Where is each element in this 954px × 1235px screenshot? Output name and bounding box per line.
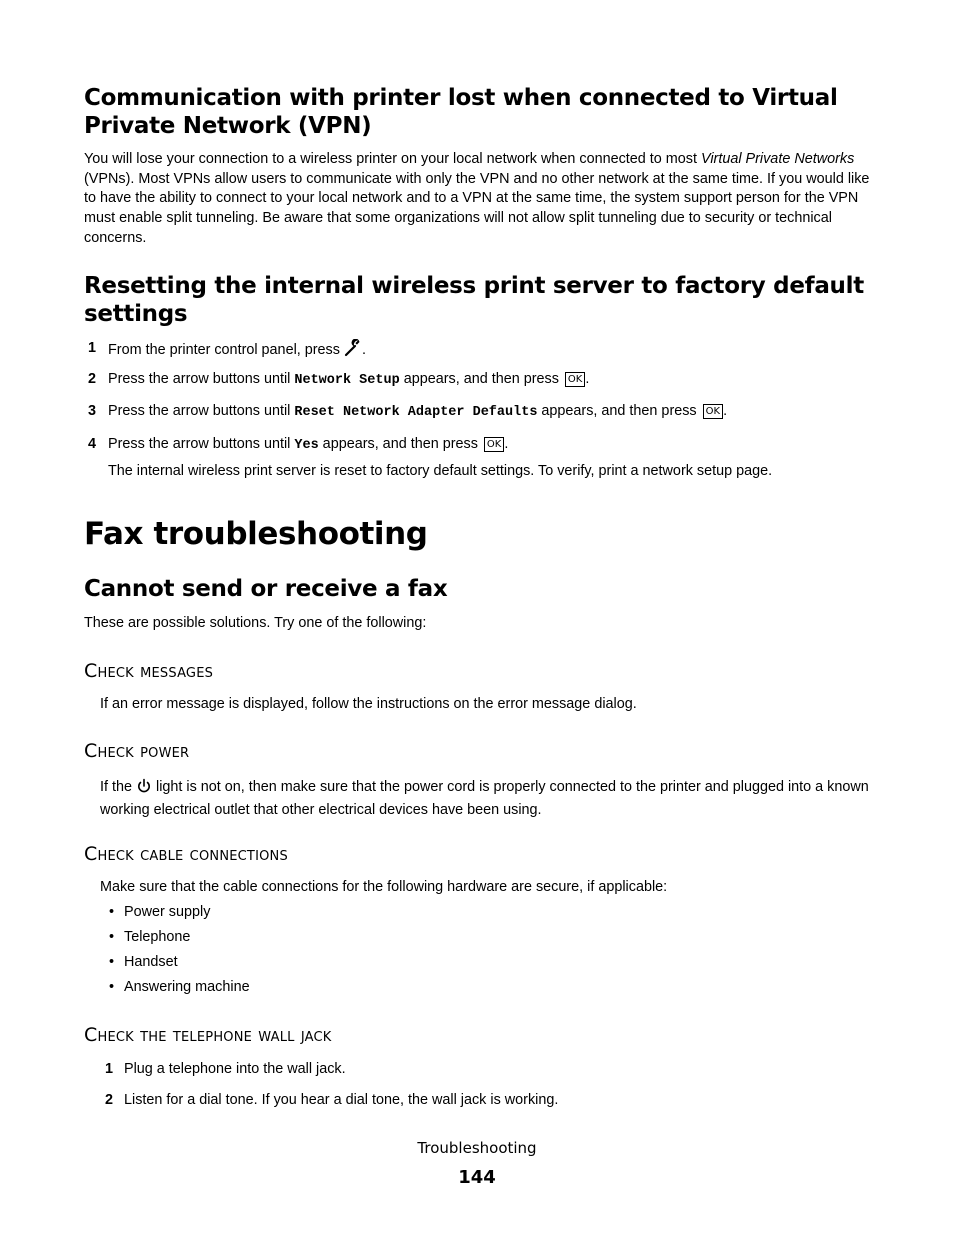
list-item: • Telephone	[109, 929, 191, 945]
step-text: Press the arrow buttons until	[108, 436, 295, 452]
step-number: 2	[105, 1092, 114, 1108]
menu-item-code: Network Setup	[294, 373, 400, 388]
list-item-text: Answering machine	[124, 979, 250, 995]
reset-result-text: The internal wireless print server is reset to factory default settings. To verify, print a network setup page.	[108, 463, 773, 479]
check-jack-heading: Check the telephone wall jack	[84, 1024, 332, 1046]
list-item-text: Power supply	[124, 904, 211, 920]
menu-item-code: Reset Network Adapter Defaults	[294, 405, 538, 420]
vpn-body-part1: You will lose your connection to a wireless printer on your local network when connected to most	[84, 151, 701, 167]
footer-section-label: Troubleshooting	[417, 1139, 537, 1157]
step-number: 1	[88, 340, 97, 356]
power-body-pre: If the	[100, 779, 136, 795]
step-text: Listen for a dial tone. If you hear a dial tone, the wall jack is working.	[124, 1092, 559, 1108]
step-period: .	[504, 436, 509, 452]
check-power-body	[100, 778, 875, 820]
check-messages-heading: Check messages	[84, 660, 214, 682]
reset-section-heading: Resetting the internal wireless print server to factory default settings	[84, 273, 864, 327]
step-number: 1	[105, 1061, 114, 1077]
ok-button-icon: OK	[565, 372, 585, 387]
step-text: Press the arrow buttons until	[108, 371, 295, 387]
vpn-section-body	[84, 150, 874, 249]
step-number: 4	[88, 436, 97, 452]
power-icon	[136, 778, 152, 801]
step-text: Plug a telephone into the wall jack.	[124, 1061, 346, 1077]
list-item: • Handset	[109, 954, 178, 970]
check-messages-body: If an error message is displayed, follow the instructions on the error message dialog.	[100, 696, 637, 712]
step-text: From the printer control panel, press	[108, 342, 344, 358]
ok-button-icon: OK	[703, 404, 723, 419]
check-cable-intro: Make sure that the cable connections for the following hardware are secure, if applicable:	[100, 879, 668, 895]
list-item-text: Telephone	[124, 929, 191, 945]
step-text-end: appears, and then press	[318, 436, 482, 452]
list-item: • Power supply	[109, 904, 211, 920]
ok-button-icon: OK	[484, 437, 504, 452]
chapter-title: Fax troubleshooting	[84, 516, 428, 552]
fax-section-heading: Cannot send or receive a fax	[84, 576, 448, 602]
check-cable-heading: Check cable connections	[84, 843, 288, 865]
hardware-list	[100, 900, 250, 1000]
step-text-end: appears, and then press	[537, 403, 701, 419]
menu-item-code: Yes	[294, 438, 319, 453]
step-text-end: .	[361, 342, 366, 358]
power-body-post: light is not on, then make sure that the power cord is properly connected to the printer and plugged into a known working electrical outlet that other electrical devices have been using.	[100, 779, 869, 818]
step-period: .	[585, 371, 590, 387]
fax-intro-text: These are possible solutions. Try one of the following:	[84, 615, 427, 631]
step-number: 3	[88, 403, 97, 419]
page-number: 144	[458, 1167, 496, 1188]
list-item-text: Handset	[124, 954, 178, 970]
list-item: • Answering machine	[109, 979, 250, 995]
wrench-icon	[344, 339, 362, 363]
vpn-body-part2: (VPNs). Most VPNs allow users to communicate with only the VPN and no other network at the same time. If you would like to have the ability to connect to your local network and to a VPN at the same time, the system support person for the VPN must enable split tunneling. Be aware that some organizations will not allow split tunneling due to security or technical concerns.	[84, 170, 870, 246]
vpn-body-italic: Virtual Private Networks	[701, 151, 855, 167]
step-period: .	[723, 403, 728, 419]
step-number: 2	[88, 371, 97, 387]
vpn-section-heading: Communication with printer lost when connected to Virtual Private Network (VPN)	[84, 85, 838, 139]
step-text: Press the arrow buttons until	[108, 403, 295, 419]
check-power-heading: Check power	[84, 740, 190, 762]
step-text-end: appears, and then press	[399, 371, 563, 387]
